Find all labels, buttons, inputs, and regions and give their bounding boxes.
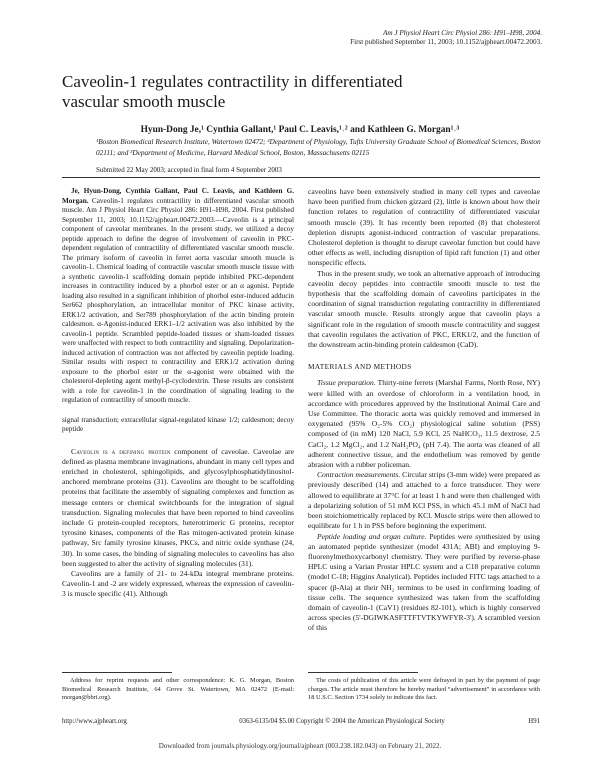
publication-info: First published September 11, 2003; 10.1152/ajpheart.00472.2003. — [350, 38, 542, 46]
peptide-text: Peptides were synthesized by using an automated peptide synthesizer (model 431A; ABI) and employing 9-fluorenylmethoxycarbonyl chemistry. They were purified by reverse-phase HPLC using a Varian Prostar HPLC system and a C18 preparative column (model C-18; Higgins Analytical). Peptides included FITC tags attached to a spacer (β-Ala) at their NH₂ terminus to be used in confirming loading of tissue cells. The sequence synthesized was taken from the scaffolding domain of caveolin-1 (CaV1) (residues 82-101), which is highly conserved across species (5'-DGIWKASFTTFTVTKYWFYR-3'). A scrambled version of this — [308, 531, 540, 633]
affiliations: ¹Boston Biomedical Research Institute, Watertown 02472; ²Department of Physiology, Tufts University Graduate School of Biomedical Sciences, Boston 02111; and ³Department of Medicine, Harvard Medical School, Boston, Massachusetts 02115 — [96, 137, 541, 157]
download-notice: Downloaded from journals.physiology.org/journal/ajpheart (003.238.182.043) on February 21, 2022. — [158, 742, 442, 750]
footnote-right — [308, 672, 540, 703]
intro-paragraph-2: Caveolins are a family of 21- to 24-kDa integral membrane proteins. Caveolin-1 and -2 are widely expressed, whereas the expression of caveolin-3 is muscle specific (41). Although — [62, 568, 294, 599]
tissue-prep-subheading: Tissue preparation. — [317, 378, 376, 388]
journal-header — [350, 29, 542, 47]
methods-heading: MATERIALS AND METHODS — [308, 362, 412, 372]
article-title: Caveolin-1 regulates contractility in differentiated vascular smooth muscle — [62, 72, 403, 111]
contraction-text: Circular strips (3-mm wide) were prepared as previously described (14) and attached to a force transducer. They were allowed to equilibrate at 37°C for at least 1 h and were then challenged with a depolarizing solution of 51 mM KCl PSS, in which 45.1 mM of NaCl had been stoichiometrically replaced by KCl. Muscle strips were then allowed to equilibrate for 1 h in PSS before beginning the experiment. — [308, 470, 540, 531]
copyright-line: 0363-6135/04 $5.00 Copyright © 2004 the American Physiological Society — [239, 718, 445, 725]
contraction-subheading: Contraction measurements. — [317, 470, 401, 480]
submission-dates: Submitted 22 May 2003; accepted in final form 4 September 2003 — [96, 166, 282, 174]
journal-citation: Am J Physiol Heart Circ Physiol 286: H91–H98, 2004. — [382, 29, 542, 37]
footnote-divider — [308, 672, 418, 673]
header-divider — [62, 177, 540, 178]
intro-text-1: component of caveolae. Caveolae are defined as plasma membrane invaginations, abundant in many cell types and enriched in cholesterol, sphingolipids, and glycosylphosphatidylinositol-anchored membrane proteins (31). Caveolins are thought to be scaffolding proteins that facilitate the assembly of signaling complexes and function as message centers or chemical switchboards for the integration of signal transduction. Signaling molecules that have been reported to bind caveolins include G protein-coupled receptors, heterotrimeric G proteins, receptor tyrosine kinases, components of the Ras mitogen-activated protein kinase pathway, Src family tyrosine kinases, PKCs, and nitric oxide synthase (24, 30). In some cases, the binding of signaling molecules to caveolins has also been suggested to alter the activity of signaling molecules (31). — [62, 446, 294, 568]
page-charges-footnote: The costs of publication of this article were defrayed in part by the payment of page charges. The article must therefore be hereby marked “advertisement” in accordance with 18 U.S.C. Section 1734 solely to indicate this fact. — [308, 677, 540, 702]
abstract-body: Caveolin-1 regulates contractility in differentiated vascular smooth muscle. Am J Physiol Heart Circ Physiol 286: H91–H98, 2004. First published September 11, 2003; 10.1152/ajpheart.00472.2003.—Caveolin is a principal component of caveolar membranes. In the present study, we utilized a decoy peptide approach to define the degree of involvement of caveolin in PKC-dependent regulation of contractility of differentiated vascular smooth muscle. The primary isoform of caveolin in ferret aorta vascular smooth muscle is caveolin-1. Chemical loading of contractile vascular smooth muscle tissue with a synthetic caveolin-1 scaffolding domain peptide inhibited PKC-dependent increases in contractility induced by a phorbol ester or an α agonist. Peptide loading also resulted in a significant inhibition of phorbol ester-induced adducin Ser662 phosphorylation, an intracellular monitor of PKC kinase activity, ERK1/2 activation, and Ser789 phosphorylation of the actin binding protein caldesmon. α-Agonist-induced ERK1–1/2 activation was also inhibited by the caveolin-1 peptide. Scrambled peptide-loaded tissues or sham-loaded tissues were unaffected with respect to both contractility and signaling. Depolarization-induced activation of contraction was not affected by caveolin peptide loading. Similar results with respect to contractility and ERK1/2 activation during exposure to the phorbol ester or the α-agonist were obtained with the cholesterol-depleting agent methyl-β-cyclodextrin. These results are consistent with a role for caveolin-1 in the coordination of signaling leading to the regulation of contractility of smooth muscle. — [62, 196, 294, 404]
abstract-citation-lead: Je, Hyun-Dong, Cynthia Gallant, Paul C. Leavis, and Kathleen G. Morgan. — [62, 187, 294, 205]
left-column — [62, 187, 294, 600]
right-column — [308, 187, 540, 634]
author-list: Hyun-Dong Je,¹ Cynthia Gallant,¹ Paul C. Leavis,¹˒² and Kathleen G. Morgan¹˒³ — [140, 125, 460, 135]
peptide-subheading: Peptide loading and organ culture. — [317, 531, 427, 541]
footnote-left — [62, 672, 294, 703]
intro-paragraph-3: caveolins have been extensively studied in many cell types and caveolae have been purified from chicken gizzard (2), little is known about how their function relates to regulation of contractility of differentiated vascular smooth muscle (39). It has recently been reported (8) that cholesterol depletion disrupts agonist-induced contraction of vascular preparations. Cholesterol depletion is thought to disrupt caveolar function but could have other effects as well, including disruption of lipid raft function (1) and other nonspecific effects. — [308, 187, 540, 268]
tissue-prep-paragraph — [308, 378, 540, 470]
tissue-prep-text: Thirty-nine ferrets (Marshal Farms, North Rose, NY) were killed with an overdose of chloroform in a ventilation hood, in accordance with procedures approved by the Institutional Animal Care and Use Committee. The thoracic aorta was quickly removed and immersed in oxygenated (95% O₂-5% CO₂) physiological saline solution (PSS) composed of (in mM) 120 NaCl, 5.9 KCl, 25 NaHCO₃, 11.5 dextrose, 2.5 CaCl₂, 1.2 MgCl₂, and 1.2 NaH₂PO₄ (pH 7.4). The aorta was cleaned of all adherent connective tissue, and the endothelium was removed by gentle abrasion with a rubber policeman. — [308, 378, 540, 470]
abstract — [62, 187, 294, 406]
footnote-divider — [62, 672, 172, 673]
intro-lead: Caveolin is a defining protein — [71, 446, 171, 456]
journal-url[interactable]: http://www.ajpheart.org — [62, 718, 127, 725]
correspondence-footnote: Address for reprint requests and other correspondence: K. G. Morgan, Boston Biomedical Research Institute, 64 Grove St. Watertown, MA 02472 (E-mail: morgan@bbri.org). — [62, 677, 294, 702]
intro-paragraph-4: Thus in the present study, we took an alternative approach of introducing caveolin decoy peptides into contractile smooth muscle to test the hypothesis that the scaffolding domain of caveolins participates in the coordination of signal transduction regulating contractility in differentiated vascular smooth muscle. Results strongly argue that caveolin plays a significant role in the regulation of smooth muscle contractility and suggest that caveolin regulates the activation of PKC, ERK1/2, and the function of the downstream actin-binding protein caldesmon (CaD). — [308, 268, 540, 350]
peptide-paragraph — [308, 532, 540, 634]
page-number: H91 — [528, 718, 540, 725]
contraction-paragraph — [308, 470, 540, 531]
intro-paragraph-1 — [62, 447, 294, 569]
keywords: signal transduction; extracellular signal-regulated kinase 1/2; caldesmon; decoy peptide — [62, 415, 294, 433]
